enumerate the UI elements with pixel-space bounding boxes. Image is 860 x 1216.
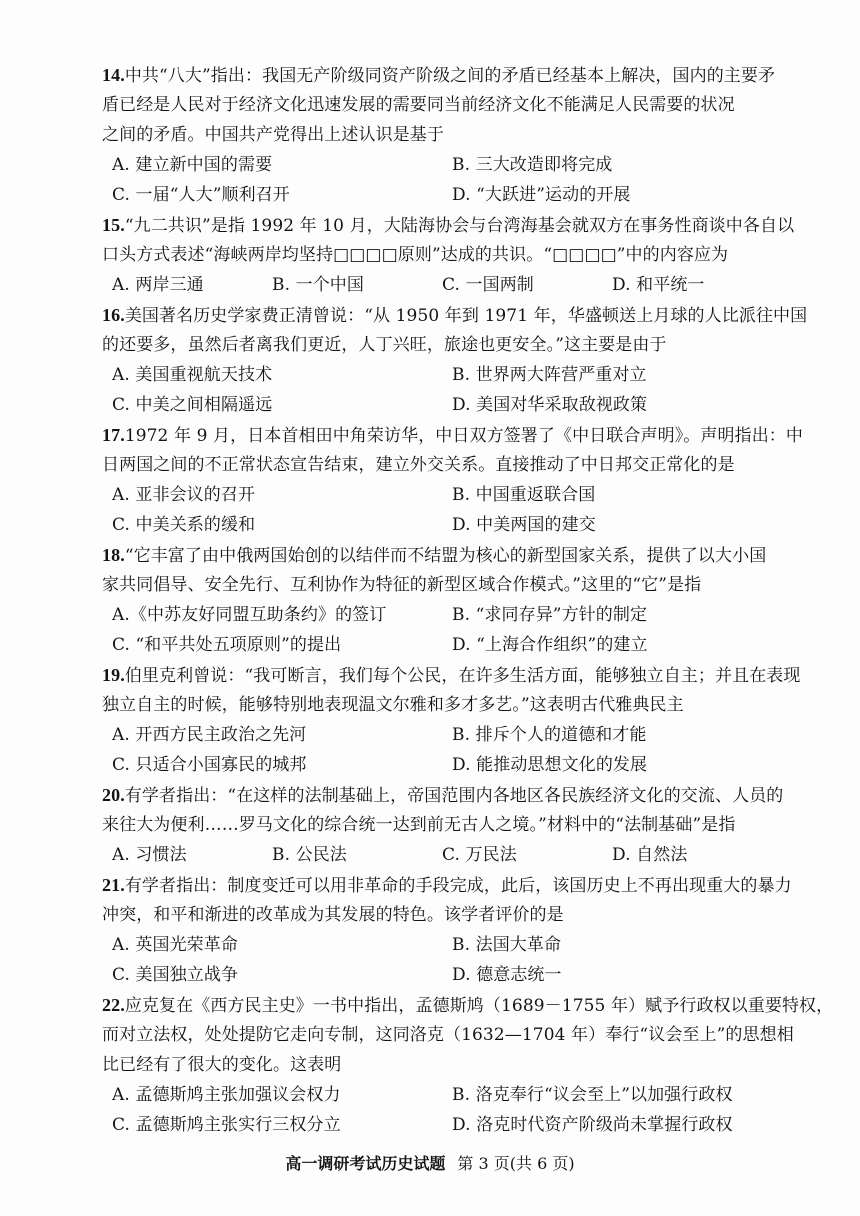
option-a: A. 英国光荣革命 bbox=[112, 935, 238, 955]
option-c: C. 一届“人大”顺利召开 bbox=[112, 185, 290, 205]
question-22-line-3: 比已经有了很大的变化。这表明 bbox=[102, 1055, 342, 1075]
question-16-line-2: 的还要多，虽然后者离我们更近，人丁兴旺，旅途也更安全。”这主要是由于 bbox=[102, 335, 667, 355]
option-b: B. “求同存异”方针的制定 bbox=[452, 605, 648, 625]
question-number: 18. bbox=[102, 545, 125, 565]
question-stem: 应克复在《西方民主史》一书中指出，孟德斯鸠（1689－1755 年）赋予行政权以重要特权， bbox=[124, 996, 834, 1016]
option-c: C. 中美之间相隔遥远 bbox=[112, 395, 273, 415]
option-d: D. 美国对华采取敌视政策 bbox=[452, 395, 648, 415]
option-c: C. 中美关系的缓和 bbox=[112, 515, 256, 535]
option-c: C. 只适合小国寡民的城邦 bbox=[112, 755, 307, 775]
question-stem: 1972 年 9 月，日本首相田中角荣访华，中日双方签署了《中日联合声明》。声明指出：中 bbox=[124, 426, 804, 446]
option-a: A. 习惯法 bbox=[112, 845, 187, 865]
question-number: 22. bbox=[102, 995, 125, 1015]
option-b: B. 世界两大阵营严重对立 bbox=[452, 365, 647, 385]
question-18-line-1 bbox=[102, 544, 766, 567]
question-14-line-1 bbox=[102, 64, 775, 87]
question-stem: 美国著名历史学家费正清曾说：“从 1950 年到 1971 年，华盛顿送上月球的人比派往中国 bbox=[124, 306, 808, 326]
question-number: 21. bbox=[102, 875, 125, 895]
question-stem: “它丰富了由中俄两国始创的以结伴而不结盟为核心的新型国家关系，提供了以大小国 bbox=[124, 546, 767, 566]
option-b: B. 公民法 bbox=[272, 845, 347, 865]
question-16-line-1 bbox=[102, 304, 807, 327]
option-c: C. 万民法 bbox=[442, 845, 517, 865]
question-21-line-2: 冲突，和平和渐进的改革成为其发展的特色。该学者评价的是 bbox=[102, 905, 564, 925]
option-a: A. 两岸三通 bbox=[112, 275, 204, 295]
option-c: C. “和平共处五项原则”的提出 bbox=[112, 635, 342, 655]
question-14-line-2: 盾已经是人民对于经济文化迅速发展的需要同当前经济文化不能满足人民需要的状况 bbox=[102, 95, 735, 115]
option-d: D. 中美两国的建交 bbox=[452, 515, 596, 535]
question-stem: “九二共识”是指 1992 年 10 月，大陆海协会与台湾海基会就双方在事务性商谈中各自以 bbox=[124, 216, 795, 236]
question-20-line-1 bbox=[102, 784, 783, 807]
option-d: D. 德意志统一 bbox=[452, 965, 562, 985]
option-b: B. 法国大革命 bbox=[452, 935, 562, 955]
question-number: 14. bbox=[102, 65, 125, 85]
question-stem: 有学者指出：制度变迁可以用非革命的手段完成，此后，该国历史上不再出现重大的暴力 bbox=[124, 876, 792, 896]
question-stem: 中共“八大”指出：我国无产阶级同资产阶级之间的矛盾已经基本上解决，国内的主要矛 bbox=[124, 66, 776, 86]
option-d: D. “大跃进”运动的开展 bbox=[452, 185, 631, 205]
question-17-line-2: 日两国之间的不正常状态宣告结束，建立外交关系。直接推动了中日邦交正常化的是 bbox=[102, 455, 735, 475]
option-b: B. 排斥个人的道德和才能 bbox=[452, 725, 647, 745]
question-stem: 有学者指出：“在这样的法制基础上，帝国范围内各地区各民族经济文化的交流、人员的 bbox=[124, 786, 784, 806]
question-18-line-2: 家共同倡导、安全先行、互利协作为特征的新型区域合作模式。”这里的“它”是指 bbox=[102, 575, 702, 595]
option-d: D. 能推动思想文化的发展 bbox=[452, 755, 648, 775]
footer-page-number: 第 3 页(共 6 页) bbox=[457, 1154, 575, 1173]
question-22-line-2: 而对立法权，处处提防它走向专制，这同洛克（1632—1704 年）奉行“议会至上”的思想相 bbox=[102, 1025, 794, 1045]
question-19-line-1 bbox=[102, 664, 801, 687]
question-15-line-2: 口头方式表述“海峡两岸均坚持□□□□原则”达成的共识。“□□□□”中的内容应为 bbox=[102, 245, 729, 265]
question-17-line-1 bbox=[102, 424, 803, 447]
option-a: A. 开西方民主政治之先河 bbox=[112, 725, 307, 745]
question-number: 19. bbox=[102, 665, 125, 685]
question-14-line-3: 之间的矛盾。中国共产党得出上述认识是基于 bbox=[102, 125, 444, 145]
option-d: D. 自然法 bbox=[612, 845, 688, 865]
option-a: A. 美国重视航天技术 bbox=[112, 365, 273, 385]
option-c: C. 一国两制 bbox=[442, 275, 534, 295]
question-22-line-1 bbox=[102, 994, 833, 1017]
footer-title: 高一调研考试历史试题 bbox=[285, 1154, 446, 1173]
option-a: A.《中苏友好同盟互助条约》的签订 bbox=[112, 605, 387, 625]
page-footer bbox=[0, 1154, 860, 1174]
option-c: C. 孟德斯鸠主张实行三权分立 bbox=[112, 1115, 341, 1135]
question-number: 20. bbox=[102, 785, 125, 805]
question-15-line-1 bbox=[102, 214, 794, 237]
option-a: A. 孟德斯鸠主张加强议会权力 bbox=[112, 1085, 341, 1105]
question-19-line-2: 独立自主的时候，能够特别地表现温文尔雅和多才多艺。”这表明古代雅典民主 bbox=[102, 695, 684, 715]
question-stem: 伯里克利曾说：“我可断言，我们每个公民，在许多生活方面，能够独立自主；并且在表现 bbox=[124, 666, 801, 686]
option-d: D. 洛克时代资产阶级尚未掌握行政权 bbox=[452, 1115, 733, 1135]
question-number: 17. bbox=[102, 425, 125, 445]
option-a: A. 建立新中国的需要 bbox=[112, 155, 273, 175]
question-20-line-2: 来往大为便利……罗马文化的综合统一达到前无古人之境。”材料中的“法制基础”是指 bbox=[102, 815, 736, 835]
option-d: D. 和平统一 bbox=[612, 275, 705, 295]
question-21-line-1 bbox=[102, 874, 792, 897]
question-number: 15. bbox=[102, 215, 125, 235]
option-a: A. 亚非会议的召开 bbox=[112, 485, 256, 505]
option-d: D. “上海合作组织”的建立 bbox=[452, 635, 648, 655]
option-b: B. 洛克奉行“议会至上”以加强行政权 bbox=[452, 1085, 733, 1105]
option-b: B. 中国重返联合国 bbox=[452, 485, 596, 505]
question-number: 16. bbox=[102, 305, 125, 325]
option-b: B. 一个中国 bbox=[272, 275, 365, 295]
option-c: C. 美国独立战争 bbox=[112, 965, 239, 985]
option-b: B. 三大改造即将完成 bbox=[452, 155, 613, 175]
